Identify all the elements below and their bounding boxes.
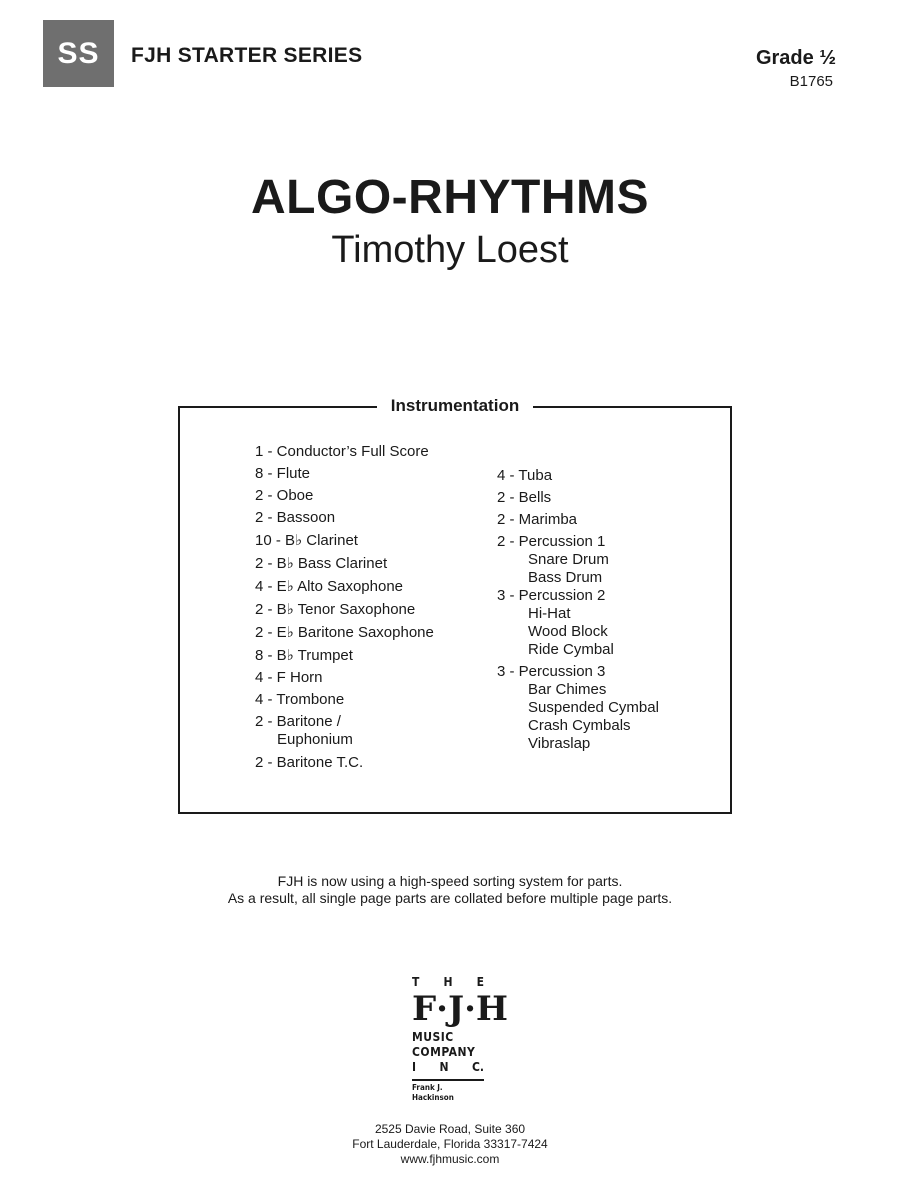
grade-level: Grade ½ (755, 47, 836, 69)
address-street: 2525 Davie Road, Suite 360 (374, 1122, 526, 1136)
list-item (255, 555, 434, 573)
list-item (255, 713, 434, 749)
logo-letter: I (412, 1060, 417, 1074)
list-item-subtext: Ride Cymbal (528, 641, 614, 658)
publisher-address (0, 1122, 900, 1167)
list-item-text: 10 - B♭ Clarinet (255, 532, 358, 549)
list-item (497, 533, 659, 587)
list-item-text: 2 - Percussion 1 (497, 533, 606, 550)
list-item (255, 465, 434, 483)
list-item (255, 487, 434, 505)
logo-letter: J (447, 989, 465, 1029)
list-item (255, 647, 434, 665)
list-item (255, 669, 434, 687)
notice-line-2: As a result, all single page parts are collated before multiple page parts. (227, 890, 673, 906)
logo-letter: H (475, 989, 509, 1029)
logo-letter: E (476, 975, 484, 989)
list-item (497, 489, 659, 507)
logo-inc (412, 1060, 484, 1075)
parts-notice (0, 873, 900, 907)
logo-music: MUSIC (412, 1030, 454, 1044)
instrumentation-heading (180, 396, 730, 416)
list-item-subtext: Hi-Hat (528, 605, 571, 622)
list-item (255, 624, 434, 642)
instrumentation-left-column (255, 443, 434, 772)
list-item (497, 467, 659, 485)
list-item-subtext: Bass Drum (528, 569, 603, 586)
catalog-number: B1765 (789, 73, 833, 90)
logo-letter: F (412, 989, 437, 1029)
list-item-text: 2 - Baritone T.C. (255, 754, 364, 771)
list-item (255, 754, 434, 772)
list-item-text: 2 - Bells (497, 489, 552, 506)
address-city: Fort Lauderdale, Florida 33317-7424 (352, 1137, 548, 1151)
list-item (255, 578, 434, 596)
logo-letter: · (464, 989, 476, 1029)
list-item-text: 2 - E♭ Baritone Saxophone (255, 624, 434, 641)
list-item-text: 2 - B♭ Bass Clarinet (255, 555, 388, 572)
list-item-text: 1 - Conductor’s Full Score (255, 443, 429, 460)
logo-the (412, 975, 484, 990)
logo-fjh (412, 989, 509, 1029)
piece-title: ALGO-RHYTHMS (251, 171, 649, 224)
list-item (255, 532, 434, 550)
list-item-subtext: Suspended Cymbal (528, 699, 659, 716)
logo-founder: Frank J. Hackinson (412, 1079, 484, 1103)
list-item-text: 2 - Baritone / (255, 713, 341, 730)
instrumentation-right-column (497, 467, 659, 753)
list-item-text: 4 - E♭ Alto Saxophone (255, 578, 404, 595)
list-item (497, 663, 659, 753)
list-item-text: 2 - Marimba (497, 511, 578, 528)
logo-letter: C. (471, 1060, 484, 1074)
list-item-text: 2 - Oboe (255, 487, 314, 504)
list-item-text: 2 - Bassoon (255, 509, 336, 526)
website-link[interactable]: www.fjhmusic.com (400, 1152, 500, 1166)
notice-line-1: FJH is now using a high-speed sorting system for parts. (277, 873, 623, 889)
list-item (497, 511, 659, 529)
publisher-logo (412, 975, 509, 1103)
list-item-text: 3 - Percussion 2 (497, 587, 606, 604)
list-item (255, 601, 434, 619)
series-name: FJH STARTER SERIES (131, 44, 363, 67)
composer-name: Timothy Loest (331, 229, 569, 271)
series-badge: SS (43, 20, 114, 87)
instrumentation-box (178, 396, 732, 814)
list-item-subtext: Snare Drum (528, 551, 609, 568)
logo-letter: N (439, 1060, 449, 1074)
logo-letter: · (436, 989, 448, 1029)
list-item (497, 587, 659, 659)
logo-letter: H (443, 975, 453, 989)
list-item (255, 509, 434, 527)
list-item-text: 4 - Tuba (497, 467, 553, 484)
list-item-subtext: Crash Cymbals (528, 717, 631, 734)
list-item-subtext: Vibraslap (528, 735, 591, 752)
list-item-subtext: Wood Block (528, 623, 608, 640)
list-item-text: 4 - Trombone (255, 691, 345, 708)
list-item-subtext: Euphonium (277, 731, 353, 748)
list-item-text: 8 - Flute (255, 465, 311, 482)
list-item (255, 691, 434, 709)
list-item-text: 3 - Percussion 3 (497, 663, 606, 680)
logo-letter: T (412, 975, 420, 989)
list-item-text: 4 - F Horn (255, 669, 323, 686)
list-item-text: 2 - B♭ Tenor Saxophone (255, 601, 416, 618)
list-item-subtext: Bar Chimes (528, 681, 607, 698)
logo-company: COMPANY (412, 1045, 476, 1059)
list-item-text: 8 - B♭ Trumpet (255, 647, 353, 664)
instrumentation-heading-text: Instrumentation (377, 396, 533, 415)
list-item (255, 443, 434, 461)
